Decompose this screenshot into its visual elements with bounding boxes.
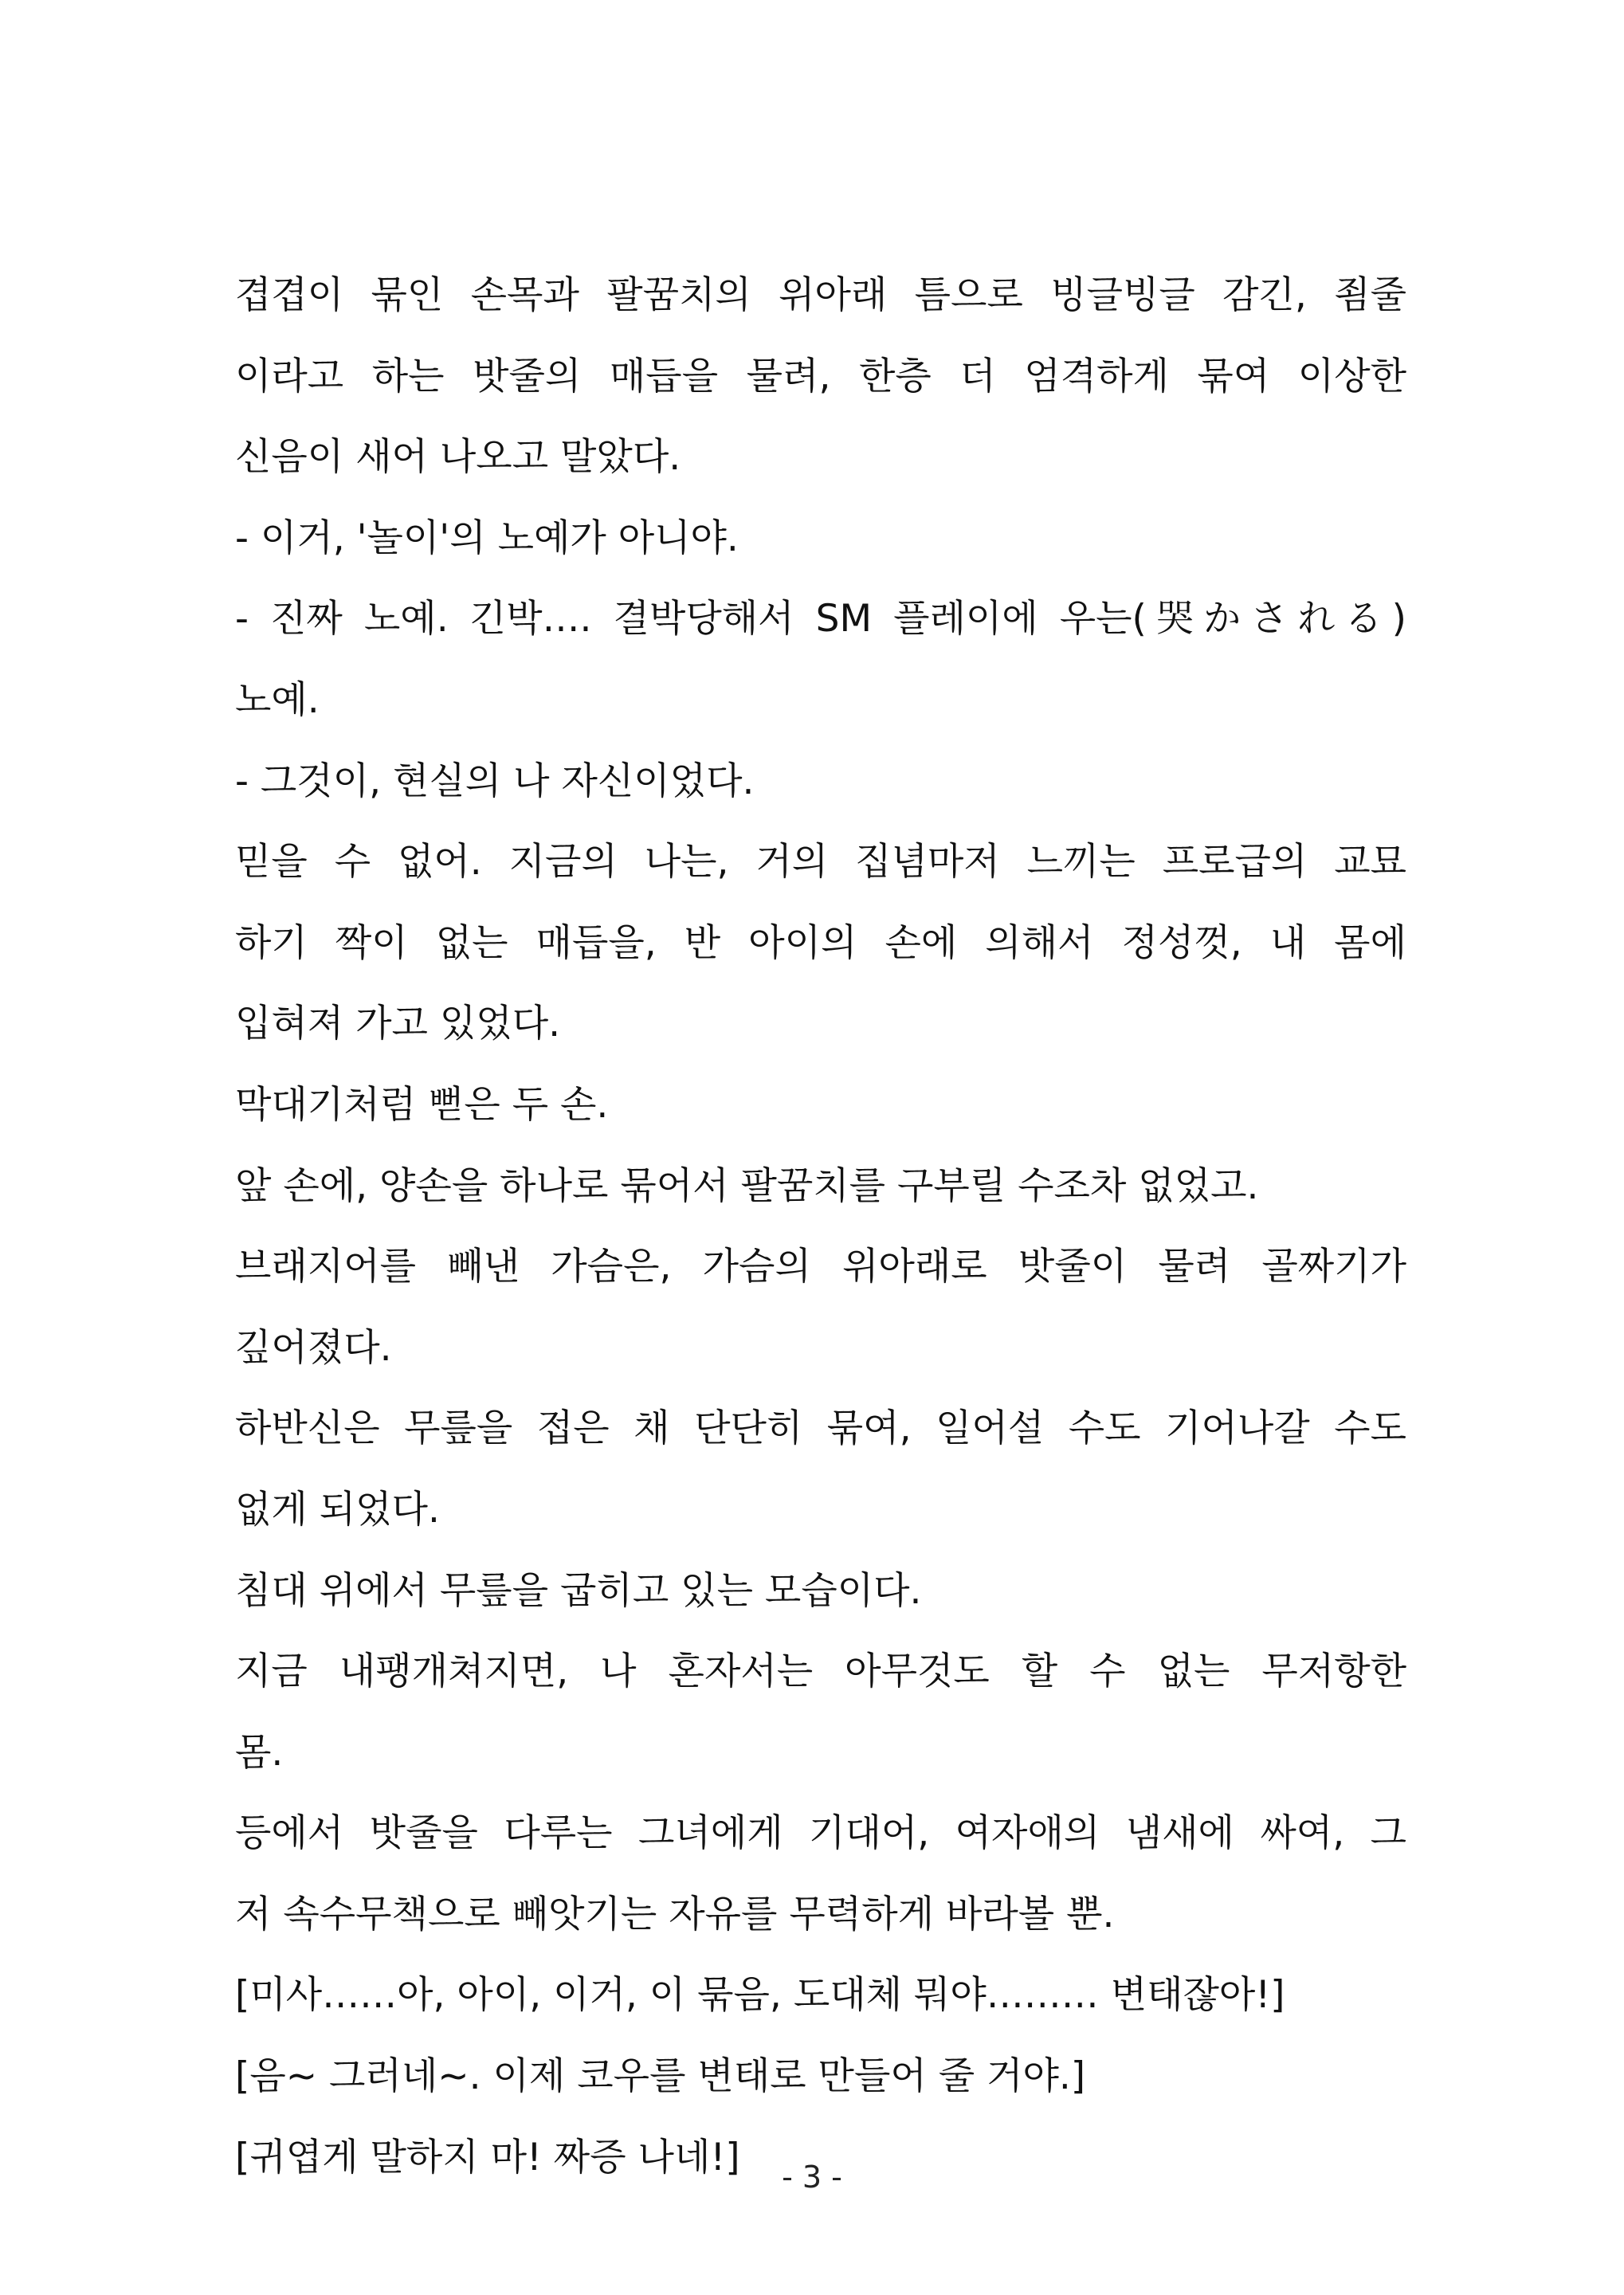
text-line: - 이거, '놀이'의 노예가 아니야. [235,516,739,560]
page-number: - 3 - [782,2160,842,2195]
text-line: 하기 짝이 없는 매듭을, 반 아이의 손에 의해서 정성껏, 내 몸에 [235,920,1406,965]
text-line: - 그것이, 현실의 나 자신이었다. [235,759,755,803]
text-line: 몸. [235,1730,284,1775]
text-line: [미사……아, 아이, 이거, 이 묶음, 도대체 뭐야……… 변태잖아!] [235,1973,1285,2018]
text-line: 저 속수무책으로 빼앗기는 자유를 무력하게 바라볼 뿐. [235,1892,1115,1936]
text-line: 앞 손에, 양손을 하나로 묶어서 팔꿈치를 구부릴 수조차 없었고. [235,1163,1259,1208]
text-line: 믿을 수 없어. 지금의 나는, 거의 집념마저 느끼는 프로급의 교묘 [235,840,1406,885]
text-line: 등에서 밧줄을 다루는 그녀에게 기대어, 여자애의 냄새에 싸여, 그 [235,1811,1406,1856]
text-line: 입혀져 가고 있었다. [235,1002,561,1046]
text-line: - 진짜 노예. 긴박…. 결박당해서 SM 플레이에 우는(哭かされる) [235,597,1406,641]
text-line: 브래지어를 빼낸 가슴은, 가슴의 위아래로 밧줄이 물려 골짜기가 [235,1245,1406,1289]
text-line: 이라고 하는 밧줄의 매듭을 물려, 한층 더 엄격하게 묶여 이상한 [235,354,1406,398]
text-line: 하반신은 무릎을 접은 채 단단히 묶여, 일어설 수도 기어나갈 수도 [235,1406,1406,1451]
text-line: 신음이 새어 나오고 말았다. [235,435,681,480]
text-line: 없게 되었다. [235,1487,440,1532]
text-line: [음~ 그러네~. 이제 코우를 변태로 만들어 줄 거야.] [235,2054,1086,2099]
text-line: 막대기처럼 뻗은 두 손. [235,1082,609,1127]
text-line: 깊어졌다. [235,1325,392,1370]
body-text [235,255,1406,2198]
text-line: 지금 내팽개쳐지면, 나 혼자서는 아무것도 할 수 없는 무저항한 [235,1650,1406,1694]
text-line: 노예. [235,677,320,722]
text-line: 침대 위에서 무릎을 굽히고 있는 모습이다. [235,1568,922,1613]
text-line: 겹겹이 묶인 손목과 팔꿈치의 위아래 틈으로 빙글빙글 감긴, 죔줄 [235,273,1406,317]
text-line: [귀엽게 말하지 마! 짜증 나네!] [235,2135,740,2179]
